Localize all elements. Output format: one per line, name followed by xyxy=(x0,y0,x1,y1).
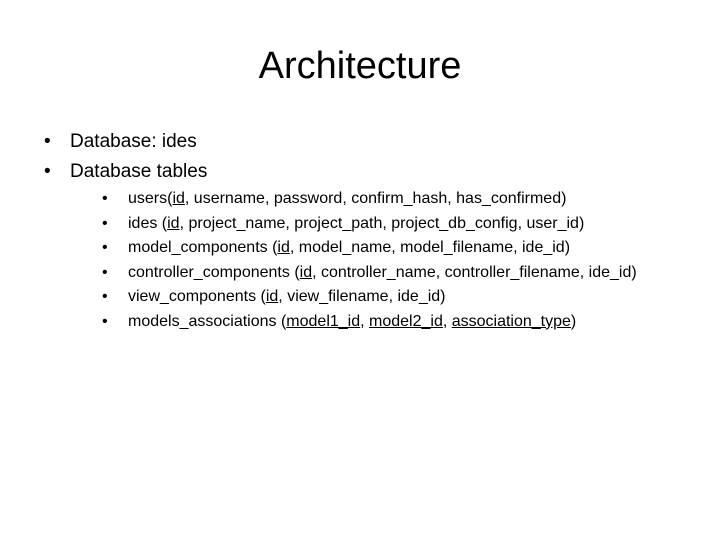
bullet-list xyxy=(44,127,684,334)
table-name: view_components ( xyxy=(128,288,266,305)
table-name: models_associations ( xyxy=(128,312,287,330)
separator: , xyxy=(442,312,452,330)
table-name: ides ( xyxy=(128,214,168,232)
table-columns: , model_name, model_filename, ide_id) xyxy=(289,239,571,256)
primary-key: id xyxy=(167,214,180,232)
separator: , xyxy=(360,312,370,330)
primary-key: id xyxy=(172,190,185,207)
primary-key: id xyxy=(299,263,313,281)
key-model2-id: model2_id xyxy=(369,312,443,330)
slide-body xyxy=(44,127,684,334)
key-model1-id: model1_id xyxy=(286,312,361,330)
table-item-view-components xyxy=(102,285,684,310)
table-item-models-associations xyxy=(102,310,684,335)
table-columns: , project_name, project_path, project_db_config, user_id) xyxy=(179,214,585,232)
table-item-model-components xyxy=(102,236,684,261)
bullet-database: • Database: ides xyxy=(44,127,684,157)
slide-title: Architecture xyxy=(258,45,462,87)
bullet-database-tables-label: Database tables xyxy=(70,161,208,182)
table-list xyxy=(102,187,684,334)
key-association-type: association_type xyxy=(451,312,571,330)
table-item-users xyxy=(102,187,684,212)
primary-key: id xyxy=(265,288,279,305)
table-item-ides xyxy=(102,212,684,237)
table-columns: , username, password, confirm_hash, has_confirmed) xyxy=(184,190,567,207)
table-columns: , view_filename, ide_id) xyxy=(278,288,446,305)
table-name: model_components ( xyxy=(128,239,278,256)
table-name: controller_components ( xyxy=(128,263,300,281)
bullet-database-tables xyxy=(44,157,684,334)
table-item-controller-components xyxy=(102,261,684,286)
table-columns: , controller_name, controller_filename, ide_id) xyxy=(312,263,637,281)
table-columns: ) xyxy=(570,312,577,330)
table-name: users( xyxy=(128,190,173,207)
primary-key: id xyxy=(277,239,290,256)
